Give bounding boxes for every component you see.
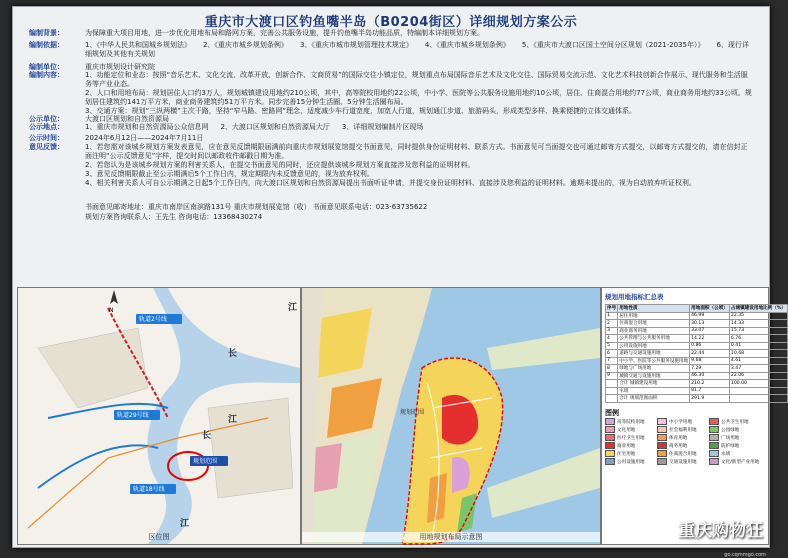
table-row <box>606 372 788 380</box>
location-map-panel <box>17 287 301 545</box>
legend-swatch <box>657 434 667 441</box>
legend-label: 公共卫生用地 <box>721 420 749 425</box>
legend-swatch <box>709 442 719 449</box>
location-map-caption: 区位图 <box>148 533 170 541</box>
legend-swatch <box>709 426 719 433</box>
legend-item <box>709 450 761 458</box>
info-part: 2、大渡口区规划和自然资源局大厅 <box>220 123 330 131</box>
info-line: 1、功能定位和业态：按照“音乐艺术、文化交流、改革开放、创新合作、文商贸易”的国际交往小镇定位，规划重点布局国际音乐艺术及文化交往、国际贸易交流示范、文化艺术科技创新合作展示、现代服务和生活服务等产业业态。 <box>85 71 748 88</box>
table-cell: 9 <box>606 372 618 380</box>
info-value <box>85 143 753 188</box>
info-line: 3、意见反馈期限截止至公示期满后5个工作日内，规定期限内未反馈意见的，视为放弃权利。 <box>85 170 374 178</box>
label-river-3: 江 <box>228 415 238 425</box>
legend-swatch <box>605 418 615 425</box>
info-row <box>29 213 759 222</box>
table-cell: 10.68 <box>729 350 787 358</box>
legend-item <box>605 442 657 450</box>
info-row <box>29 123 759 132</box>
land-use-table <box>605 304 788 403</box>
legend-label: 高等院校用地 <box>617 420 645 425</box>
table-cell: 46.99 <box>690 312 730 320</box>
table-cell: 城镇交通与设施用地 <box>618 372 690 380</box>
watermark-text: 重庆购物狂 <box>678 521 763 540</box>
info-label: 公示时间： <box>29 134 64 142</box>
info-label: 编制背景： <box>29 29 64 37</box>
info-part: 3、详细规划编制片区现场 <box>341 123 424 131</box>
land-use-plan-panel <box>301 287 601 545</box>
legend-label: 防护绿地 <box>721 444 740 449</box>
legend-swatch <box>605 434 615 441</box>
legend-item <box>657 450 709 458</box>
legend-item <box>657 434 709 442</box>
info-line: 2、若您认为是该城乡规划方案的利害关系人，在提交书面意见的同时，还应提供该城乡规划方案直接涉及您利益的证明材料。 <box>85 161 475 169</box>
legend-label: 水域 <box>721 452 731 457</box>
table-cell: 合计 规划范围面积 <box>618 395 690 403</box>
legend-item <box>657 458 709 466</box>
info-label: 公示单位： <box>29 115 64 123</box>
legend-swatch <box>709 434 719 441</box>
table-cell: 33.07 <box>690 327 730 335</box>
legend-item <box>605 426 657 434</box>
table-cell: 公用设施用地 <box>618 342 690 350</box>
table-cell: 4 <box>606 335 618 343</box>
legend-label: 公用设施用地 <box>617 460 645 465</box>
table-cell: 水域 <box>618 387 690 395</box>
legend-swatch <box>605 426 615 433</box>
info-label: 意见反馈： <box>29 143 64 151</box>
label-river-2: 长 <box>228 349 238 359</box>
legend-item <box>605 450 657 458</box>
table-cell: 15.73 <box>729 327 787 335</box>
info-part: 3、《重庆市城市规划管理技术规定》 <box>299 41 413 49</box>
legend-swatch <box>605 442 615 449</box>
legend-label: 公园绿地 <box>721 428 740 433</box>
table-header-cell: 序号 <box>607 306 617 312</box>
table-row <box>606 365 788 373</box>
table-cell: 住商混合用地 <box>618 320 690 328</box>
svg-text:N: N <box>109 307 114 314</box>
table-cell: 4.61 <box>729 357 787 365</box>
location-map <box>18 288 300 544</box>
land-use-plan-map <box>302 288 600 544</box>
info-value: 2024年6月12日——2024年7月11日 <box>85 134 204 142</box>
legend-item <box>605 434 657 442</box>
table-row <box>606 320 788 328</box>
table-header-row <box>606 305 788 313</box>
info-value <box>85 71 753 116</box>
table-row <box>606 327 788 335</box>
table-cell: 7.29 <box>690 365 730 373</box>
table-row <box>606 357 788 365</box>
table-cell: 中小学、医院等公共服务设施用地 <box>619 358 689 364</box>
table-cell: 14.33 <box>729 320 787 328</box>
info-value <box>85 123 753 132</box>
info-value: 规划方案咨询联系人：王先生 咨询电话：13368430274 <box>85 213 263 221</box>
info-value: 为保障重大项目用地，进一步优化用地布局和路网方案，完善公共服务设施，提升钓鱼嘴半岛功能品质，特编制本详细规划方案。 <box>85 29 484 37</box>
info-part: 1、重庆市规划和自然资源局公众信息网 <box>85 123 209 131</box>
legend-swatch <box>709 458 719 465</box>
plan-label-area: 规划范围 <box>400 409 425 416</box>
legend-swatch <box>657 442 667 449</box>
table-cell: 22.44 <box>690 350 730 358</box>
table-row <box>606 312 788 320</box>
legend-label: 社会福利用地 <box>669 428 697 433</box>
info-label: 编制单位： <box>29 63 64 71</box>
legend-swatch <box>657 418 667 425</box>
table-cell: 22.35 <box>729 312 787 320</box>
table-cell: 公共管理与公共服务用地 <box>618 335 690 343</box>
legend-label: 文化用地 <box>617 428 636 433</box>
table-header-cell: 用地面积（公顷） <box>691 306 728 312</box>
legend-swatch <box>605 458 615 465</box>
info-line: 2、人口和用地布局：规划居住人口约3万人，规划城镇建设用地约210公顷，其中，高等院校用地约22公顷，中小学、医院等公共服务设施用地约10公顷，居住、住商混合用地约77公顷，商业商务用地约33公顷。规划居住建筑约141万平方米，商业商务建筑约51万平方米。同步完善15分钟生活圈、5分钟生活圈布局。 <box>85 89 752 106</box>
table-cell: 5 <box>606 342 618 350</box>
table-cell <box>606 387 618 395</box>
info-line: 1、若您需对该城乡规划方案发表意见，应在意见反馈期限届满前向重庆市规划展览馆提交书面意见，同时提供身份证明材料、联系方式。书面意见可当面提交也可通过邮寄方式提交，以邮寄方式提交的，请在信封正面注明“公示反馈意见”字样，提交时间以邮政收件邮戳日期为准。 <box>85 143 748 160</box>
table-title: 规划用地指标汇总表 <box>605 293 664 301</box>
legend-label: 医疗卫生用地 <box>617 436 645 441</box>
table-row <box>606 395 788 403</box>
table-cell: 7 <box>606 357 618 365</box>
legend-swatch <box>657 426 667 433</box>
legend-item <box>709 418 761 426</box>
page-title: 重庆市大渡口区钓鱼嘴半岛（B0204街区）详细规划方案公示 <box>204 15 578 30</box>
table-cell: 1 <box>606 312 618 320</box>
table-row <box>606 350 788 358</box>
info-part: 2、《重庆市城乡规划条例》 <box>202 41 288 49</box>
info-line: 3、交通方案：规划“三纵两横”主次干路，坚持“窄马路、密路网”理念，适度减少车行道宽度，加宽人行道，规划通江步道、旅游码头，形成类型多样、换乘便捷的立体交通体系。 <box>85 107 636 115</box>
legend-label: 体育用地 <box>669 436 688 441</box>
legend-item <box>657 418 709 426</box>
legend-label: 广场用地 <box>721 436 740 441</box>
legend-item <box>657 442 709 450</box>
notice-board <box>12 6 787 548</box>
table-cell: 2 <box>606 320 618 328</box>
table-row <box>606 387 788 395</box>
info-part: 6、现行详细规划及其他有关规划 <box>85 41 749 58</box>
info-row <box>29 41 759 59</box>
table-cell: 合计 城镇建设用地 <box>618 380 690 388</box>
land-use-plan-caption: 用地规划布局示意图 <box>302 532 600 542</box>
table-cell: 3.47 <box>729 365 787 373</box>
table-cell: 0.86 <box>690 342 730 350</box>
table-cell: 商业商务用地 <box>618 327 690 335</box>
label-planning-area: 规划范围 <box>193 458 218 465</box>
legend-swatch <box>657 450 667 457</box>
info-part: 4、《重庆市城乡规划条例》 <box>424 41 510 49</box>
table-header-cell: 占城镇建设用地比例（%） <box>730 306 787 312</box>
table-cell: 210.2 <box>690 380 730 388</box>
table-cell: 81.7 <box>690 387 730 395</box>
info-label: 编制内容： <box>29 71 64 79</box>
legend-item <box>605 418 657 426</box>
watermark-url: go.cqmmgo.com <box>724 552 766 558</box>
table-cell: 6 <box>606 350 618 358</box>
table-cell: 6.76 <box>729 335 787 343</box>
table-cell <box>729 387 787 395</box>
table-cell: 291.9 <box>690 395 730 403</box>
table-cell: 绿地与广场用地 <box>618 365 690 373</box>
table-cell: 道路与交通设施用地 <box>618 350 690 358</box>
watermark-logo <box>678 516 763 541</box>
legend-label: 中小学用地 <box>669 420 692 425</box>
legend-label: 交通设施用地 <box>669 460 697 465</box>
label-rail-2: 轨道2号线 <box>139 316 167 323</box>
legend-item <box>709 442 761 450</box>
legend-swatch <box>709 450 719 457</box>
table-header-cell: 用地性质 <box>618 305 690 313</box>
info-value: 大渡口区规划和自然资源局 <box>85 115 169 123</box>
legend-label: 住商混合用地 <box>669 452 697 457</box>
legend-swatch <box>657 458 667 465</box>
table-cell: 居住用地 <box>618 312 690 320</box>
table-row <box>606 342 788 350</box>
legend-title: 图例 <box>605 409 619 417</box>
info-value: 重庆市规划设计研究院 <box>85 63 155 71</box>
info-row <box>29 29 759 38</box>
table-row <box>606 380 788 388</box>
table-cell: 3 <box>606 327 618 335</box>
info-value: 书面意见邮寄地址：重庆市南岸区南滨路131号 重庆市规划展览馆（收） 书面意见联系电话：023-63735622 <box>85 203 428 211</box>
indicator-panel <box>601 287 787 545</box>
table-cell: 14.22 <box>690 335 730 343</box>
legend-item <box>657 426 709 434</box>
info-row <box>29 203 759 212</box>
legend-item <box>709 458 761 466</box>
table-cell: 0.41 <box>729 342 787 350</box>
legend-item <box>709 434 761 442</box>
table-cell <box>729 395 787 403</box>
legend-item <box>709 426 761 434</box>
legend-label: 商务用地 <box>669 444 688 449</box>
legend-label: 商业用地 <box>617 444 636 449</box>
legend-swatch <box>605 450 615 457</box>
legend-item <box>605 458 657 466</box>
table-cell: 9.68 <box>690 357 730 365</box>
table-cell: 8 <box>606 365 618 373</box>
label-river-5: 江 <box>180 519 190 529</box>
legend-swatch <box>709 418 719 425</box>
label-rail-18: 轨道18号线 <box>133 486 165 493</box>
legend <box>605 418 765 466</box>
info-row <box>29 143 759 188</box>
label-river-1: 江 <box>288 303 298 313</box>
info-row <box>29 134 759 143</box>
table-cell: 100.00 <box>729 380 787 388</box>
info-part: 1、《中华人民共和国城乡规划法》 <box>85 41 191 49</box>
info-line: 4、相关利害关系人可自公示期满之日起5个工作日内，向大渡口区规划和自然资源局提出书面听证申请，并提交身份证明材料、直接涉及您利益的证明材料。逾期未提出的，视为自动放弃听证权利。 <box>85 179 696 187</box>
table-cell: 46.30 <box>690 372 730 380</box>
info-label: 编制依据： <box>29 41 64 49</box>
info-row <box>29 71 759 116</box>
legend-label: 文化/新型产业用地 <box>721 460 760 465</box>
info-value <box>85 41 753 59</box>
table-cell: 22.06 <box>729 372 787 380</box>
label-rail-29: 轨道29号线 <box>117 412 149 419</box>
table-row <box>606 335 788 343</box>
info-label: 公示地点： <box>29 123 64 131</box>
info-part: 5、《重庆市大渡口区国土空间分区规划（2021-2035年）》 <box>521 41 705 49</box>
table-cell <box>606 380 618 388</box>
table-cell <box>606 395 618 403</box>
table-cell: 30.13 <box>690 320 730 328</box>
label-river-4: 长 <box>202 431 212 441</box>
legend-label: 住宅用地 <box>617 452 636 457</box>
